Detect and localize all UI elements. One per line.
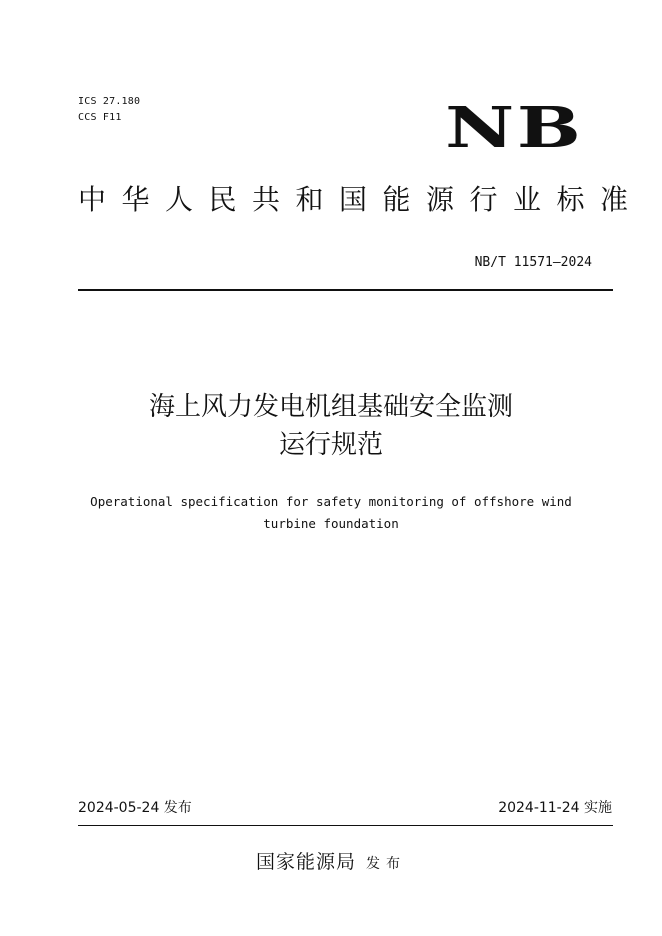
english-title-line-1: Operational specification for safety monitoring of offshore wind xyxy=(90,494,572,509)
ccs-code: CCS F11 xyxy=(78,112,122,123)
chinese-title-line-1: 海上风力发电机组基础安全监测 xyxy=(148,392,513,422)
english-title-line-2: turbine foundation xyxy=(263,516,399,531)
nb-logo: NB xyxy=(445,95,584,161)
chinese-title xyxy=(0,388,662,464)
top-divider xyxy=(78,289,613,291)
english-title xyxy=(60,491,602,535)
issue-date: 2024-05-24 发布 xyxy=(78,800,192,816)
publisher-organization: 国家能源局 xyxy=(255,851,356,873)
publisher xyxy=(0,848,662,878)
chinese-title-line-2: 运行规范 xyxy=(278,430,383,460)
classification-codes xyxy=(78,94,140,126)
publisher-action: 发布 xyxy=(366,856,406,872)
implementation-date: 2024-11-24 实施 xyxy=(498,800,612,816)
bottom-divider xyxy=(78,825,613,826)
industry-standard-title: 中华人民共和国能源行业标准 xyxy=(78,183,644,216)
ics-code: ICS 27.180 xyxy=(78,96,141,107)
standard-number: NB/T 11571—2024 xyxy=(474,255,592,270)
